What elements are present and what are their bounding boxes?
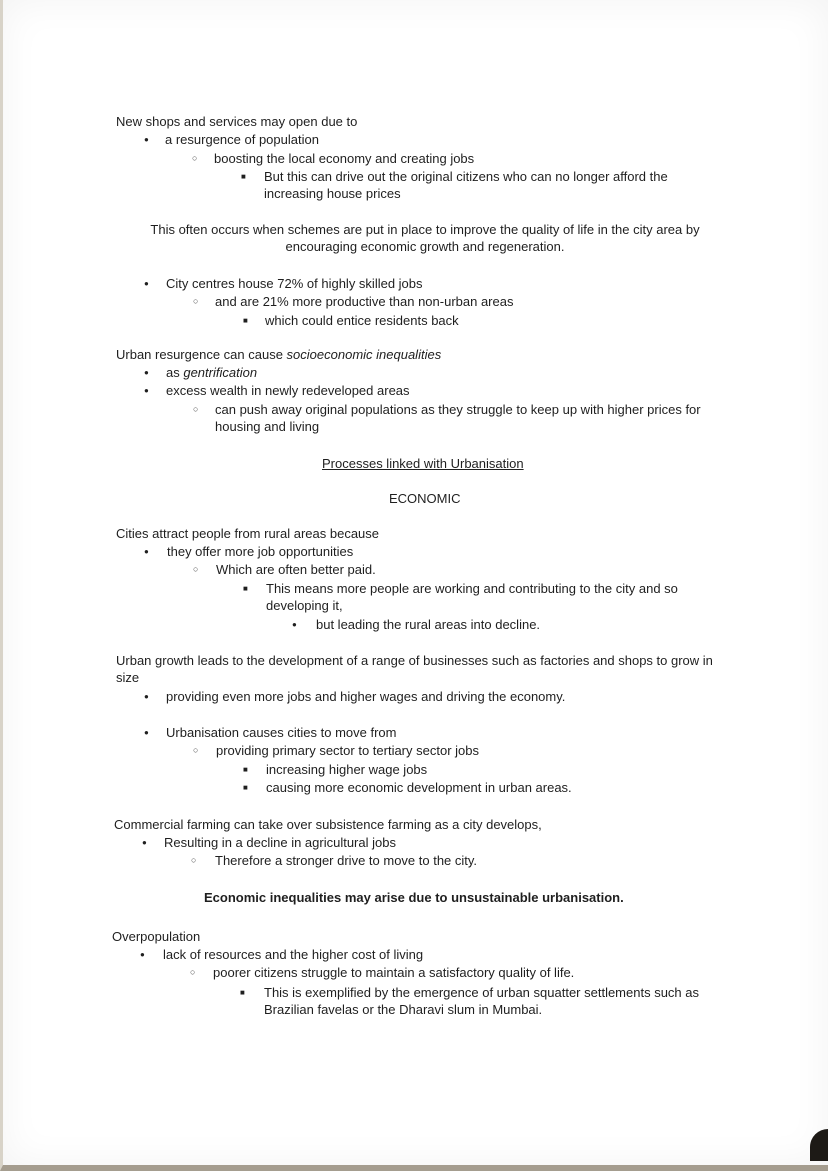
section6-intro: Commercial farming can take over subsistence farming as a city develops, [114, 817, 542, 832]
section3-bullet2: excess wealth in newly redeveloped areas [166, 383, 410, 398]
section3-bullet1-text: as [166, 365, 184, 380]
bullet-square [243, 779, 248, 798]
bullet-square [241, 168, 246, 187]
section3-bullet1-italic: gentrification [183, 365, 258, 380]
bullet-disc [144, 131, 149, 150]
bullet-disc [142, 834, 147, 853]
bullet-disc [144, 688, 149, 707]
section5-subsubbullet1: increasing higher wage jobs [266, 762, 428, 777]
bullet-square [243, 580, 248, 599]
section7-subbullet: poorer citizens struggle to maintain a satisfactory quality of life. [213, 965, 575, 980]
bold-statement: Economic inequalities may arise due to unsustainable urbanisation. [204, 890, 624, 905]
section3-intro-text: Urban resurgence can cause [116, 347, 287, 362]
section4-bullet: they offer more job opportunities [167, 544, 354, 559]
bullet-square [243, 761, 248, 780]
section-subheading: ECONOMIC [389, 491, 461, 506]
bullet-square [243, 312, 248, 331]
section2-bullet: City centres house 72% of highly skilled jobs [166, 276, 423, 291]
section1-subbullet: boosting the local economy and creating jobs [214, 151, 475, 166]
section5-bullet1: providing even more jobs and higher wages and driving the economy. [166, 689, 566, 704]
section7-subsubbullet: This is exemplified by the emergence of urban squatter settlements such as Brazilian favelas or the Dharavi slum in Mumbai. [264, 985, 699, 1017]
section1-subsubbullet: But this can drive out the original citizens who can no longer afford the increasing house prices [264, 169, 668, 201]
bullet-square [240, 984, 245, 1003]
section5-subsubbullet2: causing more economic development in urban areas. [266, 780, 572, 795]
bullet-disc [140, 946, 145, 965]
section3-bullet1 [166, 364, 257, 381]
section3-intro [116, 346, 441, 363]
page-corner-shadow [810, 1129, 828, 1161]
bullet-circle [193, 401, 198, 420]
section6-subbullet: Therefore a stronger drive to move to the city. [215, 853, 478, 868]
bullet-circle [190, 964, 195, 983]
section6-bullet: Resulting in a decline in agricultural jobs [164, 835, 396, 850]
section5-intro: Urban growth leads to the development of a range of businesses such as factories and shops to grow in size [116, 653, 713, 685]
section2-subbullet: and are 21% more productive than non-urban areas [215, 294, 514, 309]
section5-bullet2: Urbanisation causes cities to move from [166, 725, 397, 740]
bullet-disc [144, 543, 149, 562]
section5-subbullet: providing primary sector to tertiary sector jobs [216, 743, 479, 758]
section3-subbullet: can push away original populations as they struggle to keep up with higher prices for housing and living [215, 402, 701, 434]
section1-bullet: a resurgence of population [165, 132, 319, 147]
bullet-circle [193, 293, 198, 312]
section-heading: Processes linked with Urbanisation [322, 456, 524, 471]
bullet-disc [144, 724, 149, 743]
bullet-circle [193, 561, 198, 580]
section2-subsubbullet: which could entice residents back [265, 313, 459, 328]
bullet-disc [144, 364, 149, 383]
bullet-circle [191, 852, 196, 871]
section4-subsubbullet: This means more people are working and contributing to the city and so developing it, [266, 581, 678, 613]
bullet-disc [144, 382, 149, 401]
bullet-disc [292, 616, 297, 635]
section7-intro: Overpopulation [112, 929, 201, 944]
section1-intro: New shops and services may open due to [116, 114, 358, 129]
section7-bullet: lack of resources and the higher cost of living [163, 947, 424, 962]
section4-subbullet: Which are often better paid. [216, 562, 376, 577]
section3-intro-italic: socioeconomic inequalities [286, 347, 442, 362]
paragraph-schemes: This often occurs when schemes are put in place to improve the quality of life in the city area by encouraging economic growth and regeneration. [150, 222, 700, 254]
bullet-circle [193, 742, 198, 761]
bullet-disc [144, 275, 149, 294]
section4-intro: Cities attract people from rural areas because [116, 526, 380, 541]
bullet-circle [192, 150, 197, 169]
section4-level4-bullet: but leading the rural areas into decline. [316, 617, 541, 632]
